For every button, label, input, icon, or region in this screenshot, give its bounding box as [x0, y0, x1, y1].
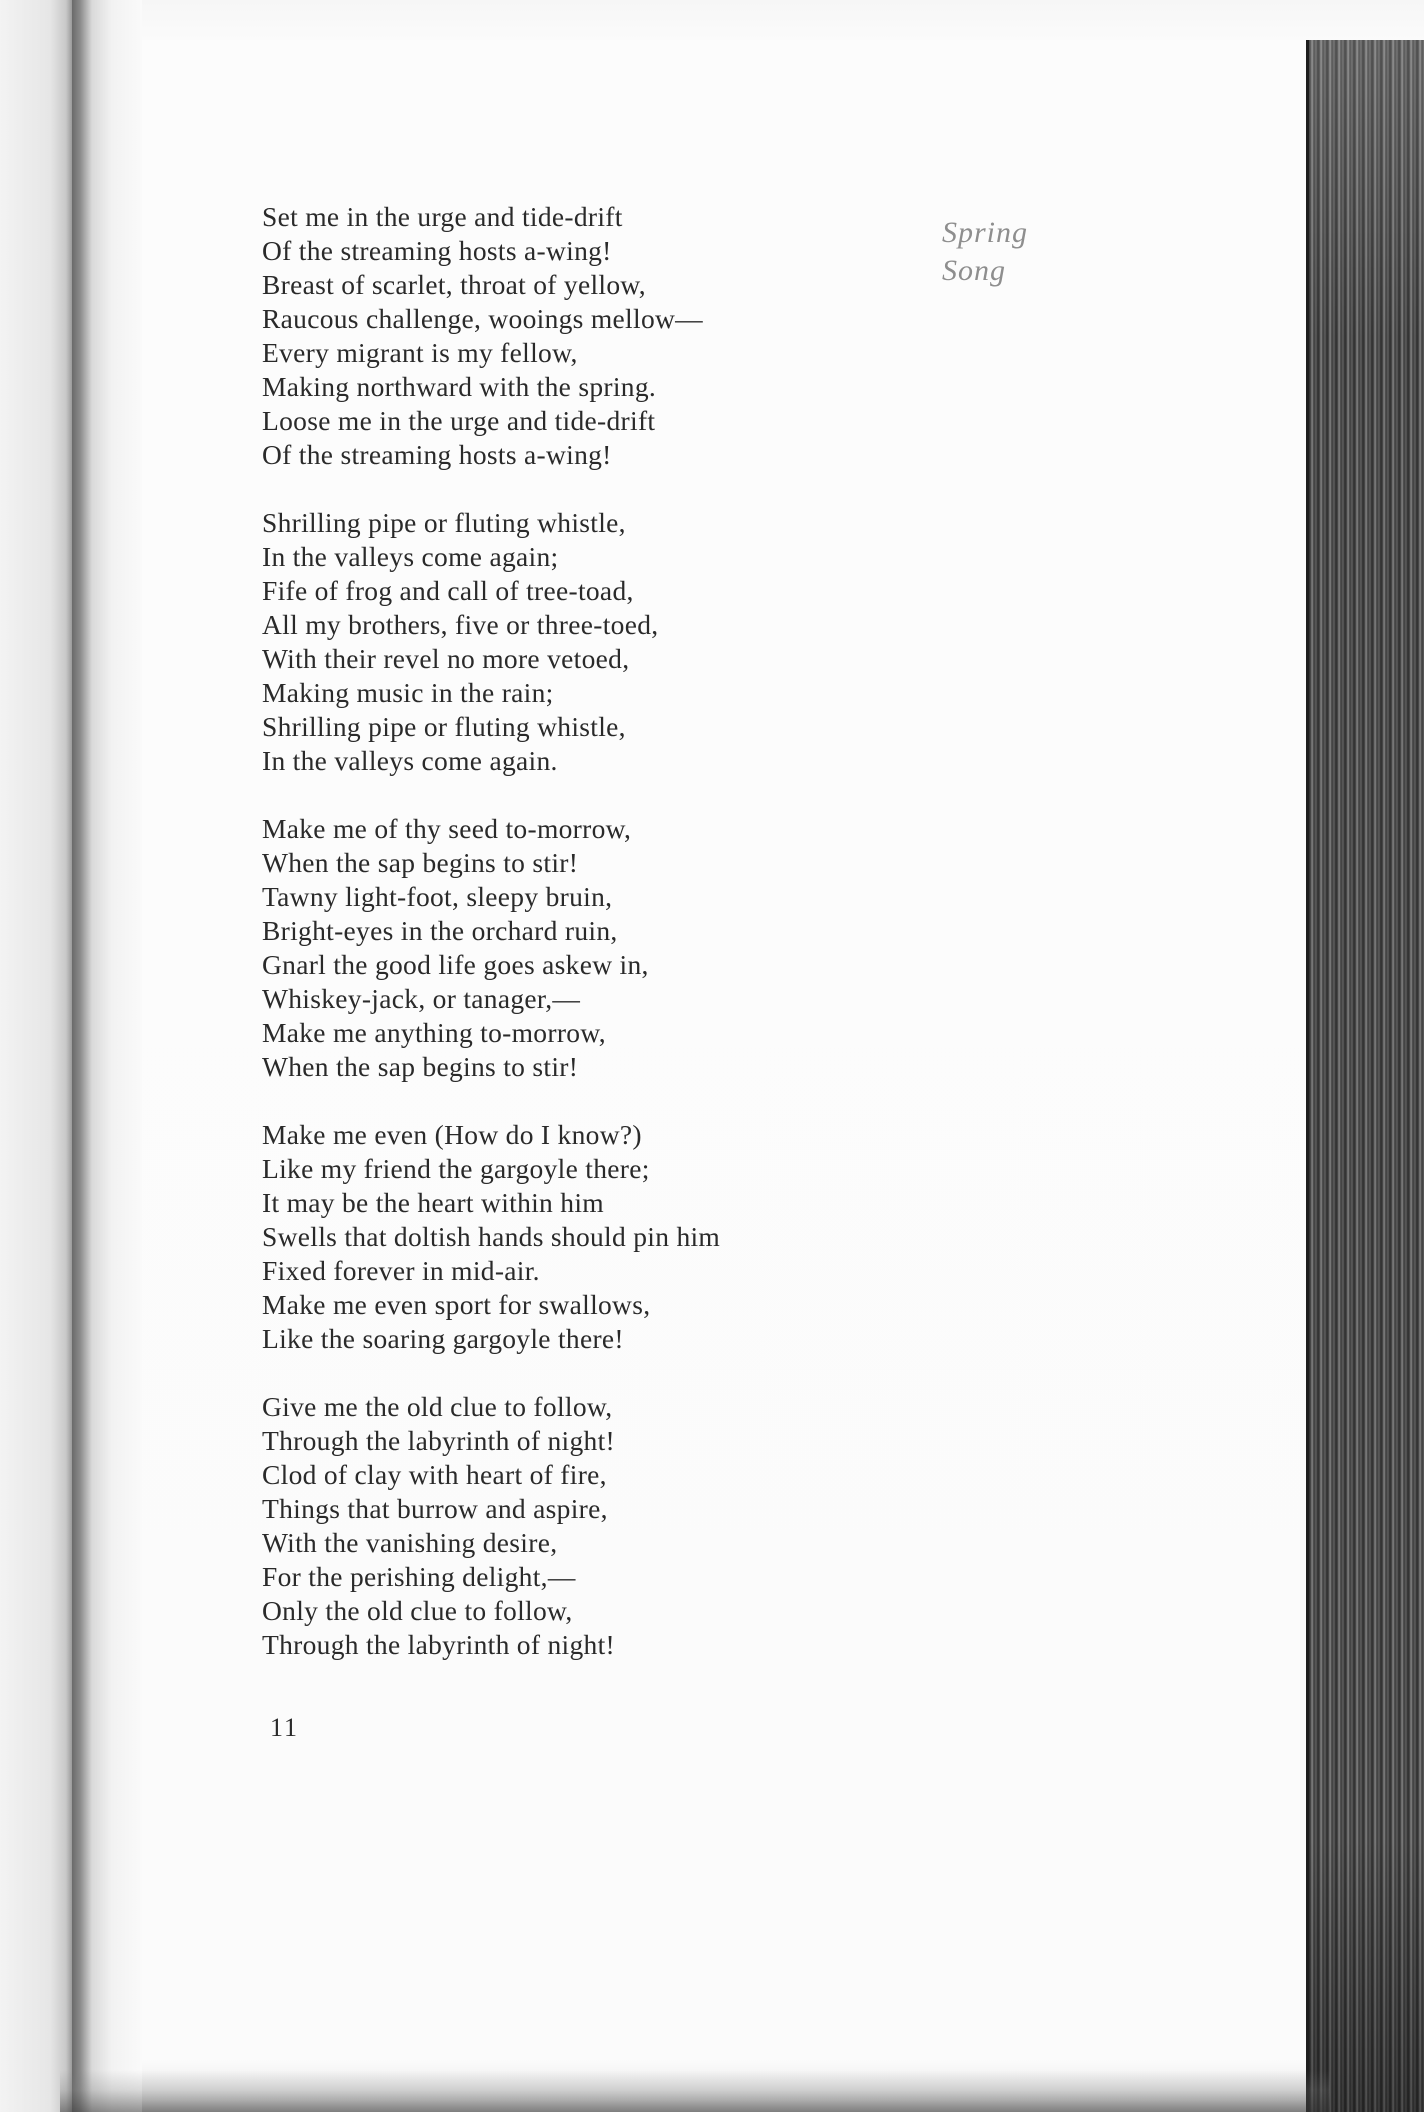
- previous-page-edge: [0, 0, 72, 2112]
- poem-line: Clod of clay with heart of fire,: [262, 1459, 607, 1490]
- page-bottom-shadow: [60, 2070, 1330, 2112]
- book-gutter: [72, 0, 142, 2112]
- poem-line: Set me in the urge and tide-drift: [262, 201, 623, 232]
- poem-line: Loose me in the urge and tide-drift: [262, 405, 656, 436]
- poem-line: Shrilling pipe or fluting whistle,: [262, 507, 626, 538]
- stanza-3: [262, 812, 962, 1084]
- poem-line: Like the soaring gargoyle there!: [262, 1323, 624, 1354]
- poem-line: Things that burrow and aspire,: [262, 1493, 608, 1524]
- poem-line: When the sap begins to stir!: [262, 847, 579, 878]
- poem-line: Of the streaming hosts a-wing!: [262, 235, 612, 266]
- poem-line: Gnarl the good life goes askew in,: [262, 949, 649, 980]
- poem-line: Make me anything to-morrow,: [262, 1017, 606, 1048]
- poem-line: In the valleys come again.: [262, 745, 558, 776]
- poem-line: Swells that doltish hands should pin him: [262, 1221, 721, 1252]
- stanza-1: [262, 200, 962, 472]
- poem-line: Through the labyrinth of night!: [262, 1425, 615, 1456]
- poem-line: Bright-eyes in the orchard ruin,: [262, 915, 618, 946]
- poem-line: Making music in the rain;: [262, 677, 554, 708]
- poem-line: It may be the heart within him: [262, 1187, 604, 1218]
- poem-line: With their revel no more vetoed,: [262, 643, 630, 674]
- poem-line: In the valleys come again;: [262, 541, 559, 572]
- side-title-line-2: Song: [942, 254, 1006, 287]
- stanza-2: [262, 506, 962, 778]
- poem-line: When the sap begins to stir!: [262, 1051, 579, 1082]
- poem-body: [262, 200, 962, 1696]
- page-fore-edge: [1306, 40, 1424, 2112]
- poem-line: For the perishing delight,—: [262, 1561, 576, 1592]
- page-number: 11: [270, 1713, 300, 1742]
- poem-line: Shrilling pipe or fluting whistle,: [262, 711, 626, 742]
- poem-line: With the vanishing desire,: [262, 1527, 558, 1558]
- poem-line: Of the streaming hosts a-wing!: [262, 439, 612, 470]
- poem-line: Breast of scarlet, throat of yellow,: [262, 269, 646, 300]
- poem-line: Fixed forever in mid-air.: [262, 1255, 540, 1286]
- poem-line: Make me even sport for swallows,: [262, 1289, 651, 1320]
- poem-line: Through the labyrinth of night!: [262, 1629, 615, 1660]
- poem-line: Tawny light-foot, sleepy bruin,: [262, 881, 613, 912]
- page-top-margin: [142, 0, 1424, 40]
- poem-line: Making northward with the spring.: [262, 371, 657, 402]
- poem-line: Like my friend the gargoyle there;: [262, 1153, 650, 1184]
- poem-line: Every migrant is my fellow,: [262, 337, 578, 368]
- poem-line: Raucous challenge, wooings mellow—: [262, 303, 703, 334]
- poem-line: All my brothers, five or three-toed,: [262, 609, 659, 640]
- poem-line: Only the old clue to follow,: [262, 1595, 573, 1626]
- side-title-line-1: Spring: [942, 216, 1029, 249]
- poem-line: Whiskey-jack, or tanager,—: [262, 983, 581, 1014]
- stanza-4: [262, 1118, 962, 1356]
- poem-line: Make me of thy seed to-morrow,: [262, 813, 632, 844]
- poem-line: Fife of frog and call of tree-toad,: [262, 575, 634, 606]
- poem-line: Make me even (How do I know?): [262, 1119, 642, 1150]
- stanza-5: [262, 1390, 962, 1662]
- poem-line: Give me the old clue to follow,: [262, 1391, 613, 1422]
